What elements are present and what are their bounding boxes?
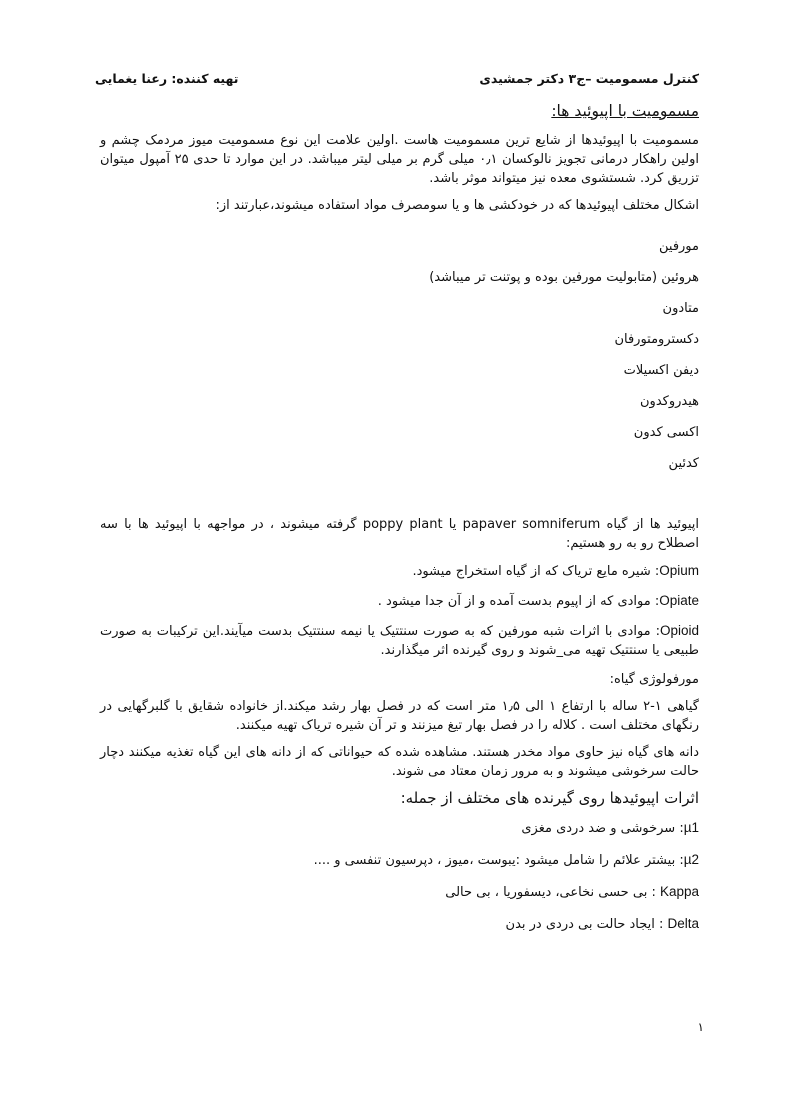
term-opiate xyxy=(100,591,699,611)
morphology-paragraph: گیاهی ۱-۲ ساله با ارتفاع ۱ الی ۱٫۵ متر است که در فصل بهار رشد میکند.از خانواده شقایق با گلبرگهایی در رنگهای مختلف است . کلاله را در فصل بهار تیغ میزنند و تر آن شیره تریاک تهیه میکنند. xyxy=(100,699,699,733)
term-name: Opioid xyxy=(659,623,699,638)
header-course-title: کنترل مسمومیت –ج۳ دکتر جمشیدی xyxy=(479,71,699,86)
receptor-name: µ2 xyxy=(683,852,699,867)
term-definition: : شیره مایع تریاک که از گیاه استخراج میشود. xyxy=(412,564,660,579)
receptor-item xyxy=(100,914,699,934)
intro-paragraph: مسمومیت با اپیوئیدها از شایع ترین مسمومیت هاست .اولین علامت این نوع مسمومیت میوز مردمک چشم و اولین راهکار درمانی تجویز نالوکسان ۰٫۱ میلی گرم بر میلی لیتر میباشد. در این موارد تا حدی ۲۵ آمپول میتوان تزریق کرد. شستشوی معده نیز میتواند موثر باشد. xyxy=(100,133,700,186)
receptor-effect: : بی حسی نخاعی، دیسفوریا ، بی حالی xyxy=(445,885,660,900)
term-name: Opiate xyxy=(659,593,699,608)
receptor-item xyxy=(100,850,699,870)
receptor-effect: : ایجاد حالت بی دردی در بدن xyxy=(505,917,668,932)
receptor-name: Delta xyxy=(667,916,699,931)
term-opium xyxy=(100,561,699,581)
opioid-forms-list xyxy=(100,231,699,479)
receptor-effect: : بیشتر علائم را شامل میشود :یبوست ،میوز ، دپرسیون تنفسی و .... xyxy=(313,853,684,868)
list-item: متادون xyxy=(662,301,699,316)
list-item: دیفن اکسیلات xyxy=(623,363,699,378)
list-item: هیدروکدون xyxy=(640,394,699,409)
source-paragraph: اپیوئید ها از گیاه papaver somniferum یا poppy plant گرفته میشوند ، در مواجهه با اپیوئید ها با سه اصطلاح رو به رو هستیم: xyxy=(100,517,699,551)
receptor-name: µ1 xyxy=(683,820,699,835)
term-opioid xyxy=(100,621,699,660)
list-item: کدئین xyxy=(668,456,699,471)
forms-intro: اشکال مختلف اپیوئیدها که در خودکشی ها و یا سومصرف مواد استفاده میشوند،عبارتند از: xyxy=(215,198,699,213)
term-definition: : موادی با اثرات شبه مورفین که به صورت سنتتیک یا نیمه سنتتیک بدست میآیند.این ترکیبات به صورت طبیعی یا سنتتیک تهیه می_شوند و روی گیرنده اثر میگذارند. xyxy=(100,624,699,658)
receptor-item xyxy=(100,882,699,902)
receptor-item xyxy=(100,818,699,838)
list-item: دکسترومتورفان xyxy=(614,332,699,347)
section-title: مسمومیت با اپیوئید ها: xyxy=(551,102,699,120)
list-item: اکسی کدون xyxy=(633,425,699,440)
list-item: مورفین xyxy=(659,239,699,254)
effects-title: اثرات اپیوئیدها روی گیرنده های مختلف از جمله: xyxy=(400,789,699,807)
receptor-name: Kappa xyxy=(659,884,699,899)
seeds-paragraph: دانه های گیاه نیز حاوی مواد مخدر هستند. مشاهده شده که حیواناتی که از دانه های این گیاه تغذیه میکنند دچار حالت سرخوشی میشوند و به مرور زمان معتاد می شوند. xyxy=(100,745,699,779)
term-name: Opium xyxy=(659,563,699,578)
header-author: تهیه کننده: رعنا یغمایی xyxy=(95,71,239,86)
list-item: هروئین (متابولیت مورفین بوده و پوتنت تر میباشد) xyxy=(429,270,699,285)
receptor-effect: : سرخوشی و ضد دردی مغزی xyxy=(521,821,684,836)
morphology-title: مورفولوژی گیاه: xyxy=(609,672,699,687)
term-definition: : موادی که از اپیوم بدست آمده و از آن جدا میشود . xyxy=(377,594,660,609)
document-body xyxy=(100,102,699,946)
page-number: ۱ xyxy=(697,1020,704,1034)
